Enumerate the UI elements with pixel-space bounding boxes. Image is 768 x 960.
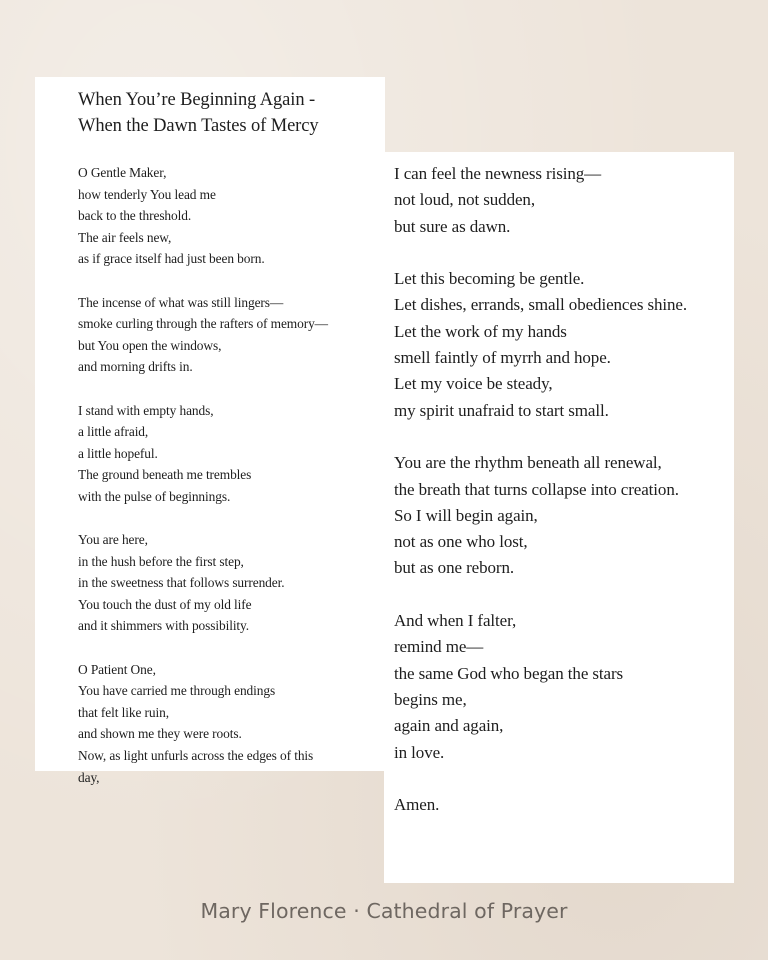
poem-title [78,87,371,139]
poem-line: and it shimmers with possibility. [78,618,250,634]
poem-line: as if grace itself had just been born. [78,251,265,267]
poem-stanza [394,161,724,240]
poem-page-right [384,152,734,883]
poem-line: You are the rhythm beneath all renewal, [394,453,662,473]
poem-line: but as one reborn. [394,558,514,578]
poem-stanza [394,266,724,424]
poem-line: with the pulse of beginnings. [78,488,231,504]
poem-line: The incense of what was still lingers— [78,294,284,310]
poem-stanza [78,400,371,508]
poem-title-line: When the Dawn Tastes of Mercy [78,116,319,136]
poem-line: Amen. [394,795,440,815]
poem-line: that felt like ruin, [78,704,169,720]
poem-line: Let my voice be steady, [394,374,553,394]
poem-stanza [394,608,724,766]
poem-stanza [78,162,371,270]
poem-line: The air feels new, [78,229,172,245]
poem-stanza [394,792,724,818]
poem-right-body [394,161,724,818]
poem-line: You are here, [78,532,148,548]
poem-line: the breath that turns collapse into creation. [394,479,679,499]
poem-line: smoke curling through the rafters of memory— [78,316,328,332]
poem-line: The ground beneath me trembles [78,467,252,483]
author-credit: Mary Florence · Cathedral of Prayer [200,899,568,923]
poem-line: not as one who lost, [394,532,528,552]
poem-line: And when I falter, [394,611,517,631]
poem-line: a little hopeful. [78,445,158,461]
poem-line: my spirit unafraid to start small. [394,400,609,420]
poem-line: and morning drifts in. [78,359,193,375]
poem-line: a little afraid, [78,424,149,440]
poem-page-left [35,77,385,785]
poem-line: I can feel the newness rising— [394,164,602,183]
poem-stanza [78,659,371,789]
poem-line: You touch the dust of my old life [78,596,252,612]
poem-line: in the hush before the first step, [78,553,244,569]
poem-stanza [78,529,371,637]
poem-line: the same God who began the stars [394,663,624,683]
poem-line: So I will begin again, [394,505,538,525]
poem-stanza [394,450,724,581]
poem-line: how tenderly You lead me [78,186,216,202]
poem-line: but sure as dawn. [394,216,511,236]
poem-line: not loud, not sudden, [394,190,535,210]
poem-line: Let this becoming be gentle. [394,269,585,289]
poem-line: begins me, [394,689,467,709]
poem-line: smell faintly of myrrh and hope. [394,348,611,368]
poem-line: O Gentle Maker, [78,165,167,180]
poem-line: back to the threshold. [78,208,192,224]
poem-line: again and again, [394,716,504,736]
poem-line: but You open the windows, [78,337,222,353]
poem-line: O Patient One, [78,661,156,677]
poem-title-line: When You’re Beginning Again - [78,90,316,110]
poem-line: You have carried me through endings [78,683,276,699]
poem-line: in the sweetness that follows surrender. [78,575,285,591]
poem-line: in love. [394,742,445,762]
poem-line: day, [78,769,100,785]
poem-line: I stand with empty hands, [78,402,214,418]
poem-stanza [78,292,371,378]
poem-left-body [78,162,371,788]
poem-line: and shown me they were roots. [78,726,242,742]
poem-line: Now, as light unfurls across the edges of this [78,748,314,764]
poem-line: remind me— [394,637,484,657]
poem-line: Let dishes, errands, small obediences shine. [394,295,688,315]
poem-line: Let the work of my hands [394,321,567,341]
